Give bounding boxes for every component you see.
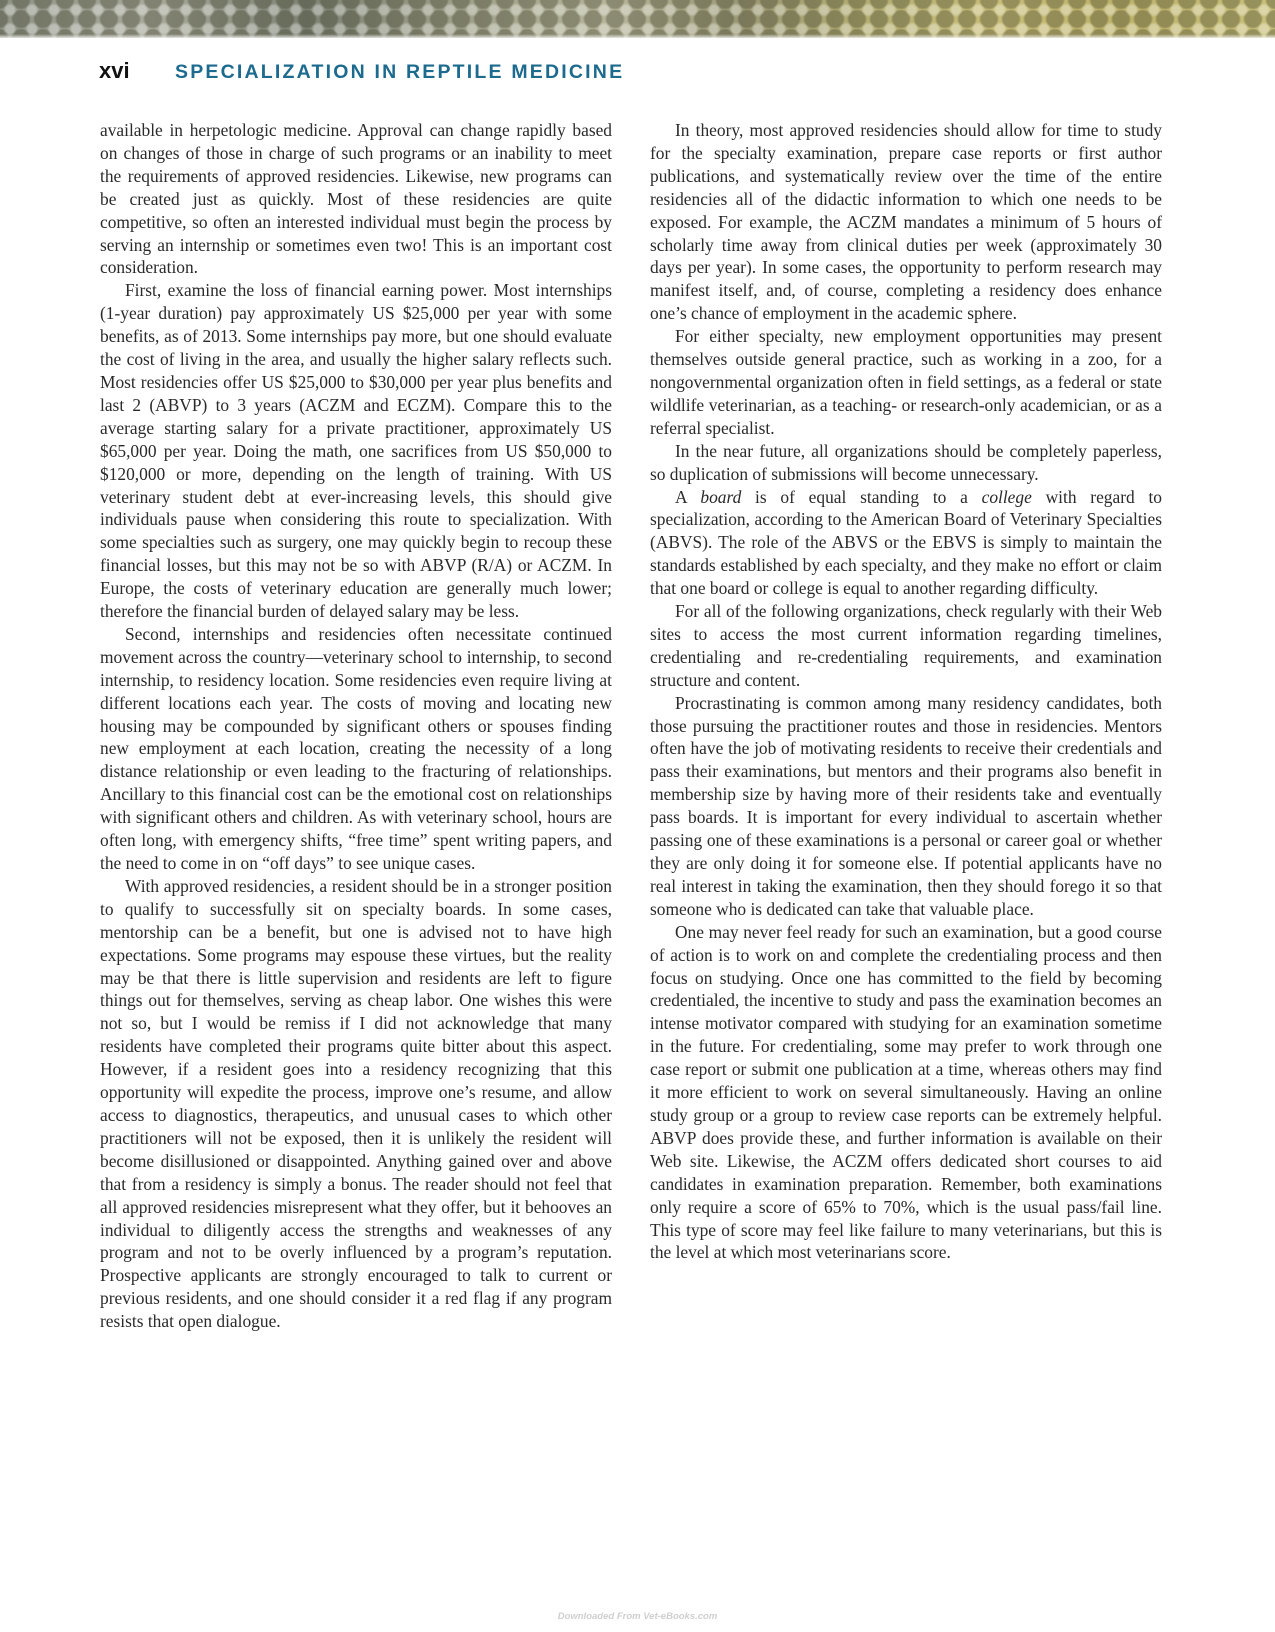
paragraph: In the near future, all organizations should be completely paperless, so duplication of submissions will become unnecessary. xyxy=(650,440,1162,484)
reptile-scale-banner xyxy=(0,0,1275,38)
download-watermark: Downloaded From Vet-eBooks.com xyxy=(557,1611,718,1622)
paragraph: First, examine the loss of financial earning power. Most internships (1-year duration) pay approximately US $25,000 per year with some benefits, as of 2013. Some internships pay more, but one should evaluate the cost of living in the area, and usually the higher salary reflects such. Most residencies offer US $25,000 to $30,000 per year plus benefits and last 2 (ABVP) to 3 years (ACZM and ECZM). Compare this to the average starting salary for a private practitioner, approximately US $65,000 per year. Doing the math, one sacrifices from US $50,000 to $120,000 or more, depending on the length of training. With US veterinary student debt at ever-increasing levels, this should give individuals pause when considering this route to specialization. With some specialties such as surgery, one may quickly begin to recoup these financial losses, but this may not be so with ABVP (R/A) or ACZM. In Europe, the costs of veterinary education are generally much lower; therefore the financial burden of delayed salary may be less. xyxy=(100,280,612,622)
paragraph: In theory, most approved residencies should allow for time to study for the specialty examination, prepare case reports or first author publications, and systematically review over the time of the entire residencies all of the didactic information to which one needs to be exposed. For example, the ACZM mandates a minimum of 5 hours of scholarly time away from clinical duties per week (approximately 30 days per year). In some cases, the opportunity to perform research may manifest itself, and, of course, completing a residency does enhance one’s chance of employment in the academic sphere. xyxy=(650,120,1162,324)
paragraph: Second, internships and residencies often necessitate continued movement across the country—veterinary school to internship, to second internship, to residency location. Some residencies even require living at different locations each year. The costs of moving and locating new housing may be compounded by significant others or spouses finding new employment at each location, creating the necessity of a long distance relationship or even leading to the fracturing of relationships. Ancillary to this financial cost can be the emotional cost on relationships with significant others and children. As with veterinary school, hours are often long, with emergency shifts, “free time” spent writing papers, and the need to come in on “off days” to see unique cases. xyxy=(100,623,612,873)
left-column xyxy=(100,119,612,1333)
right-column xyxy=(650,119,1162,1264)
paragraph: One may never feel ready for such an examination, but a good course of action is to work on and complete the credentialing process and then focus on studying. Once one has committed to the field by becoming credentialed, the incentive to study and pass the examination becomes an intense motivator compared with studying for an examination sometime in the future. For credentialing, some may prefer to work through one case report or submit one publication at a time, whereas others may find it more efficient to work on several simultaneously. Having an online study group or a group to review case reports can be extremely helpful. ABVP does provide these, and further information is available on their Web site. Likewise, the ACZM offers dedicated short courses to aid candidates in examination preparation. Remember, both examinations only require a score of 65% to 70%, which is the usual pass/fail line. This type of score may feel like failure to many veterinarians, but this is the level at which most veterinarians score. xyxy=(650,921,1162,1263)
paragraph: Procrastinating is common among many residency candidates, both those pursuing the practitioner routes and those in residencies. Mentors often have the job of motivating residents to receive their credentials and pass their examinations, but mentors and their programs also benefit in membership size by having more of their residents take and eventually pass boards. It is important for every individual to ascertain whether passing one of these examinations is a personal or career goal or whether they are only doing it for someone else. If potential applicants have no real interest in taking the examination, then they should forego it so that someone who is dedicated can take that valuable place. xyxy=(650,692,1162,919)
running-head xyxy=(99,58,624,92)
paragraph: available in herpetologic medicine. Approval can change rapidly based on changes of those in charge of such programs or an inability to meet the requirements of approved residencies. Likewise, new programs can be created just as quickly. Most of these residencies are quite competitive, so often an interested individual must begin the process by serving an internship or sometimes even two! This is an important cost consideration. xyxy=(100,120,612,278)
paragraph: For all of the following organizations, check regularly with their Web sites to access the most current information regarding timelines, credentialing and re-credentialing requirements, and examination structure and content. xyxy=(650,601,1162,690)
page-number: xvi xyxy=(99,58,130,83)
paragraph: For either specialty, new employment opportunities may present themselves outside general practice, such as working in a zoo, for a nongovernmental organization often in field settings, as a federal or state wildlife veterinarian, as a teaching- or research-only academician, or as a referral specialist. xyxy=(650,326,1162,438)
book-title: SPECIALIZATION IN REPTILE MEDICINE xyxy=(175,61,625,83)
paragraph: With approved residencies, a resident should be in a stronger position to qualify to successfully sit on specialty boards. In some cases, mentorship can be a benefit, but one is advised not to have high expectations. Some programs may espouse these virtues, but the reality may be that there is little supervision and residents are left to figure things out for themselves, serving as cheap labor. One wishes this were not so, but I would be remiss if I did not acknowledge that many residents have completed their programs quite bitter about this aspect. However, if a resident goes into a residency recognizing that this opportunity will expedite the process, improve one’s resume, and allow access to diagnostics, therapeutics, and unusual cases to which other practitioners will not be exposed, then it is unlikely the resident will become disillusioned or disappointed. Anything gained over and above that from a residency is simply a bonus. The reader should not feel that all approved residencies misrepresent what they offer, but it behooves an individual to diligently access the strengths and weaknesses of any program and not to be overly influenced by a program’s reputation. Prospective applicants are strongly encouraged to talk to current or previous residents, and one should consider it a red flag if any program resists that open dialogue. xyxy=(100,875,612,1332)
paragraph: A board is of equal standing to a college with regard to specialization, according to the American Board of Veterinary Specialties (ABVS). The role of the ABVS or the EBVS is simply to maintain the standards established by each specialty, and they make no effort or claim that one board or college is equal to another regarding difficulty. xyxy=(650,486,1162,599)
